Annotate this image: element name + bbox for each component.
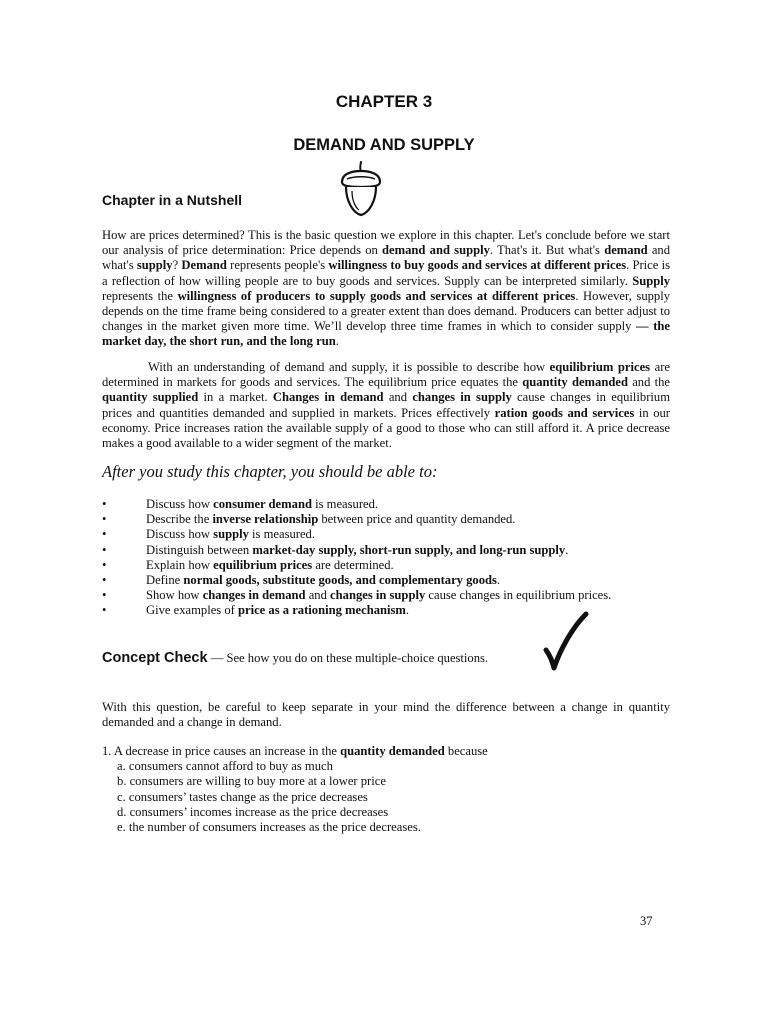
concept-check-subtitle: — See how you do on these multiple-choice questions.: [207, 651, 489, 665]
bullet-icon: •: [102, 573, 107, 588]
text-run: .: [496, 573, 501, 588]
bullet-icon: •: [102, 527, 107, 542]
text-run: is measured.: [248, 527, 315, 542]
bold-term: equilibrium prices: [213, 557, 313, 572]
text-run: How are prices determined? This is the basic question we explore in this chapter. Let's conclude before we start our analysis of price determination: Price depends on: [102, 228, 670, 258]
nutshell-paragraph-1: [102, 228, 670, 350]
bold-term: changes in demand: [202, 588, 306, 603]
answer-option: a. consumers cannot afford to buy as much: [117, 759, 333, 774]
bold-term: inverse relationship: [212, 512, 319, 527]
page-number: 37: [640, 914, 653, 928]
text-run: Define: [146, 573, 184, 588]
text-run: between price and quantity demanded.: [318, 512, 516, 527]
text-run: With an understanding of demand and supply, it is possible to describe how: [148, 360, 550, 374]
text-run: is measured.: [311, 497, 379, 511]
text-run: because: [444, 744, 488, 758]
bold-term: changes in supply: [330, 588, 426, 603]
bold-term: consumer demand: [213, 497, 312, 511]
bullet-icon: •: [102, 588, 107, 603]
bullet-icon: •: [102, 512, 107, 527]
text-run: Give examples of: [146, 603, 238, 618]
text-run: cause changes in equilibrium prices and quantities demanded and supplied in markets. Prices effectively: [102, 390, 670, 420]
bullet-icon: •: [102, 542, 107, 557]
text-run: and: [383, 390, 413, 405]
bold-term: — the market day, the short run, and the long run: [102, 319, 670, 349]
text-run: cause changes in equilibrium prices.: [425, 588, 612, 603]
bold-term: Changes in demand: [272, 390, 384, 405]
text-run: . That's it. But what's: [489, 243, 605, 258]
chapter-label: CHAPTER 3: [335, 92, 433, 111]
text-run: represents the: [102, 288, 178, 303]
text-run: .: [335, 334, 339, 349]
objective-item: [102, 497, 662, 512]
objective-item: [102, 512, 662, 527]
bold-term: changes in supply: [412, 390, 512, 405]
bold-term: supply: [136, 258, 173, 273]
bold-term: quantity demanded: [522, 375, 628, 390]
bold-term: willingness of producers to supply goods and services at different prices: [177, 288, 576, 303]
text-run: .: [405, 603, 410, 618]
objective-item: [102, 527, 662, 542]
text-run: in our economy. Price increases ration the available supply of a good to those who can still afford it. A price decrease makes a good available to a wider segment of the market.: [102, 405, 670, 451]
checkmark-icon: [542, 610, 590, 672]
objectives-list: [102, 497, 662, 619]
concept-check-title: Concept Check: [102, 650, 208, 666]
text-run: . Price is a reflection of how willing people are to buy goods and services. Supply can be interpreted similarly.: [102, 258, 670, 288]
objective-item: [102, 573, 662, 588]
nutshell-paragraph-2: [102, 360, 670, 451]
bold-term: demand and supply: [382, 243, 490, 258]
bold-term: equilibrium prices: [549, 360, 651, 374]
text-run: Explain how: [146, 557, 214, 572]
bold-term: normal goods, substitute goods, and complementary goods: [183, 573, 497, 588]
answer-option: b. consumers are willing to buy more at a lower price: [117, 774, 386, 789]
bold-term: price as a rationing mechanism: [237, 603, 406, 618]
text-run: Show how: [146, 588, 203, 603]
text-run: ?: [172, 258, 182, 273]
answer-option: e. the number of consumers increases as the price decreases.: [117, 820, 421, 835]
question-1-stem: [102, 744, 662, 759]
bold-term: quantity demanded: [340, 744, 445, 758]
objective-item: [102, 543, 662, 558]
text-run: are determined.: [312, 557, 394, 572]
objective-item: [102, 588, 662, 603]
text-run: Discuss how: [146, 527, 214, 542]
bullet-icon: •: [102, 557, 107, 572]
text-run: .: [565, 542, 569, 557]
text-run: Distinguish between: [146, 542, 253, 557]
bullet-icon: •: [102, 497, 107, 511]
text-run: represents people's: [226, 258, 329, 273]
bold-term: supply: [213, 527, 249, 542]
concept-check-heading: [102, 650, 488, 666]
question-1: [102, 744, 662, 835]
question-intro: With this question, be careful to keep separate in your mind the difference between a change in quantity demanded and a change in demand.: [102, 700, 670, 730]
text-run: Discuss how: [146, 497, 214, 511]
bold-term: ration goods and services: [494, 405, 635, 420]
text-run: . However, supply depends on the time frame being considered to a greater extent than does demand. Producers can better adjust to changes in the market given more time. We’ll develop three time frames in which to consider supply: [102, 288, 671, 334]
text-run: Describe the: [146, 512, 213, 527]
question-1-options: [102, 759, 662, 835]
bold-term: demand: [604, 243, 648, 258]
bullet-icon: •: [102, 603, 107, 618]
chapter-title: DEMAND AND SUPPLY: [293, 136, 475, 154]
bold-term: willingness to buy goods and services at different prices: [328, 258, 627, 273]
bold-term: market-day supply, short-run supply, and long-run supply: [252, 542, 566, 557]
bold-term: Supply: [632, 273, 670, 288]
acorn-icon: [338, 160, 384, 218]
text-run: 1. A decrease in price causes an increase in the: [102, 744, 341, 758]
text-run: and what's: [102, 243, 671, 273]
text-run: and the: [627, 375, 670, 390]
answer-option: c. consumers’ tastes change as the price decreases: [117, 789, 368, 804]
bold-term: Demand: [181, 258, 227, 273]
objectives-heading: After you study this chapter, you should be able to:: [102, 462, 438, 481]
text-run: in a market.: [198, 390, 273, 405]
text-run: and: [305, 588, 331, 603]
objective-item: [102, 558, 662, 573]
nutshell-heading: Chapter in a Nutshell: [102, 192, 243, 208]
bold-term: quantity supplied: [102, 390, 199, 405]
text-run: are determined in markets for goods and services. The equilibrium price equates the: [102, 360, 670, 390]
answer-option: d. consumers’ incomes increase as the price decreases: [117, 804, 389, 819]
